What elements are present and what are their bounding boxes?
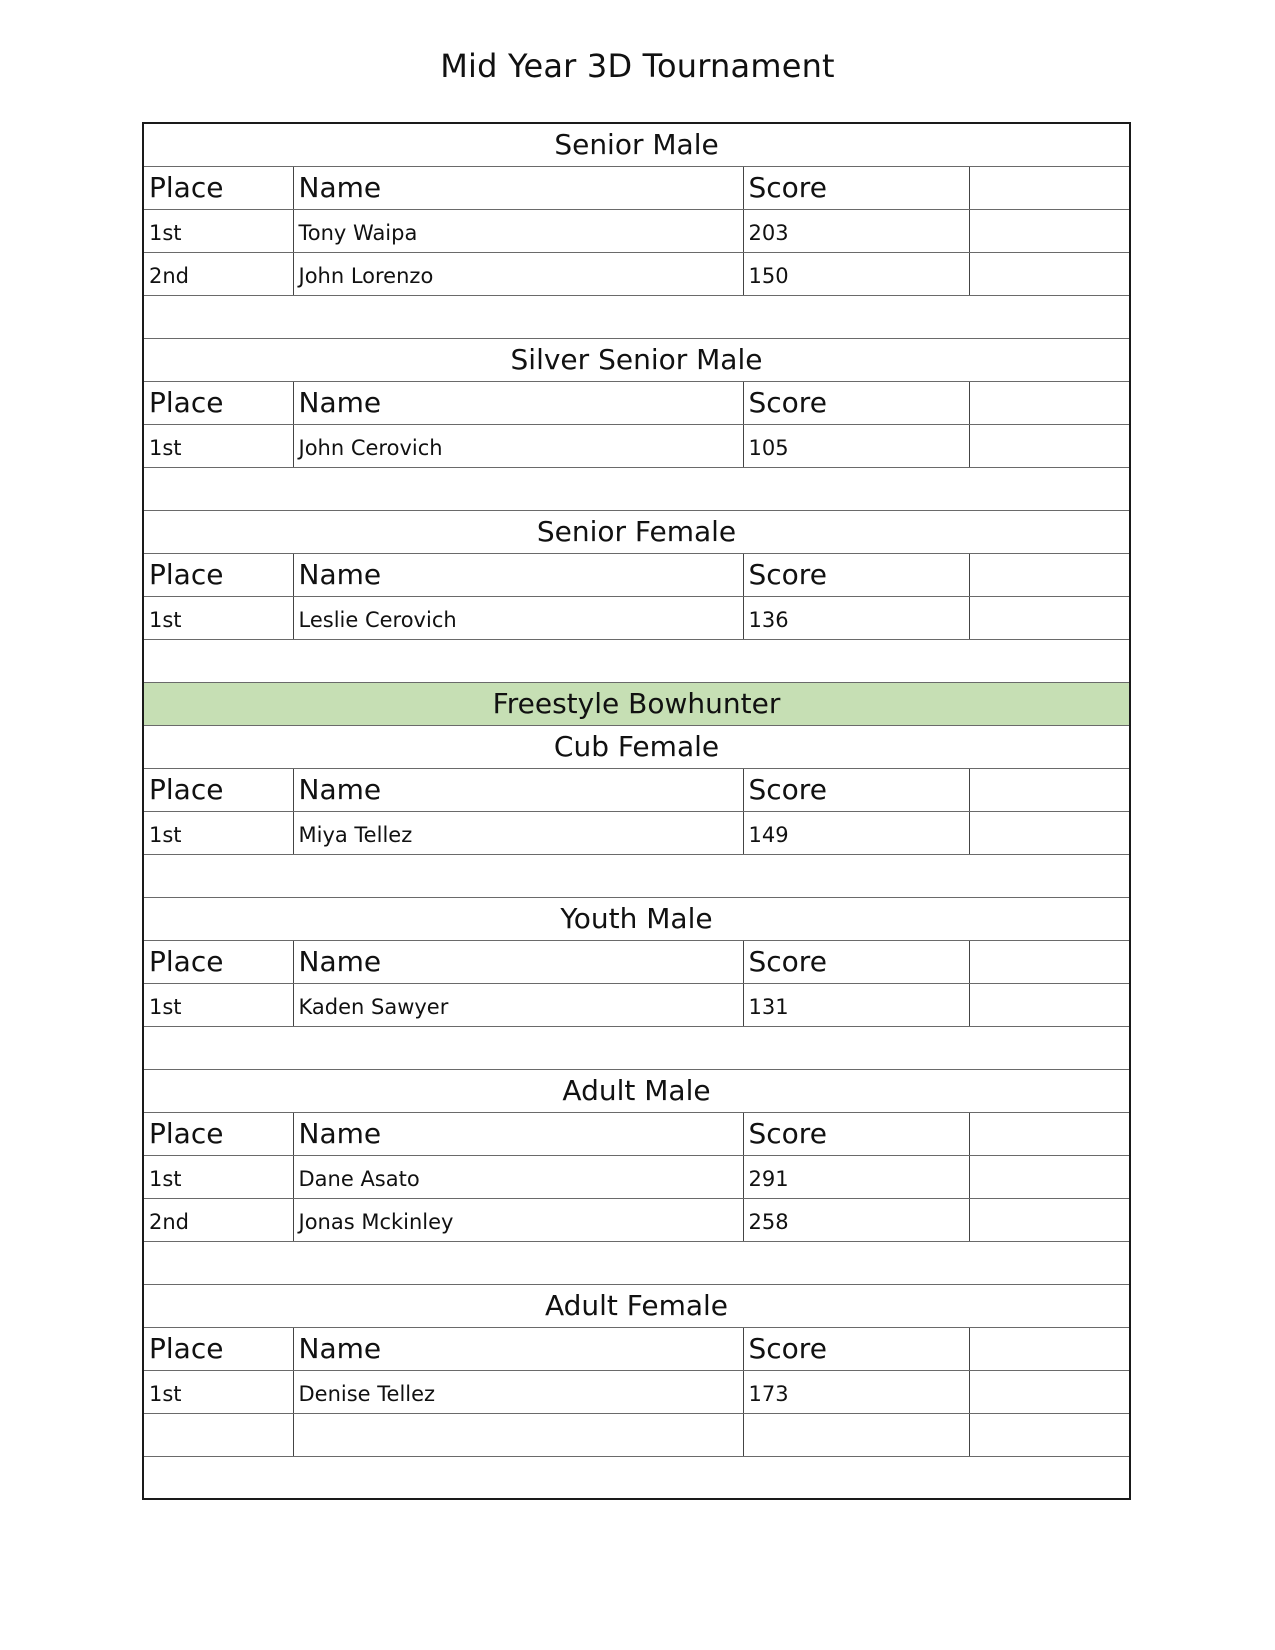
place-cell: [143, 1413, 293, 1456]
score-cell: 150: [743, 252, 969, 295]
score-cell: 136: [743, 596, 969, 639]
name-cell: Denise Tellez: [293, 1370, 743, 1413]
extra-cell: [969, 811, 1130, 854]
division-title: Senior Male: [143, 123, 1130, 166]
place-cell: 1st: [143, 983, 293, 1026]
score-cell: 258: [743, 1198, 969, 1241]
place-cell: 2nd: [143, 252, 293, 295]
place-cell: 1st: [143, 209, 293, 252]
score-cell: 203: [743, 209, 969, 252]
column-header-row: [143, 553, 1130, 596]
place-header: Place: [143, 166, 293, 209]
score-header: Score: [743, 381, 969, 424]
extra-cell: [969, 983, 1130, 1026]
extra-cell: [969, 1413, 1130, 1456]
division-title: Senior Female: [143, 510, 1130, 553]
result-row: [143, 1198, 1130, 1241]
column-header-row: [143, 381, 1130, 424]
division-title-row: [143, 510, 1130, 553]
score-header: Score: [743, 940, 969, 983]
name-cell: Miya Tellez: [293, 811, 743, 854]
place-cell: 2nd: [143, 1198, 293, 1241]
name-cell: Leslie Cerovich: [293, 596, 743, 639]
result-row: [143, 596, 1130, 639]
extra-cell: [969, 252, 1130, 295]
result-row: [143, 209, 1130, 252]
place-cell: 1st: [143, 811, 293, 854]
spacer-row: [143, 854, 1130, 897]
spacer-row: [143, 295, 1130, 338]
extra-header: [969, 1112, 1130, 1155]
place-header: Place: [143, 940, 293, 983]
spacer-cell: [143, 639, 1130, 682]
division-title-row: [143, 725, 1130, 768]
place-header: Place: [143, 381, 293, 424]
division-title: Cub Female: [143, 725, 1130, 768]
division-title-row: [143, 1069, 1130, 1112]
name-header: Name: [293, 768, 743, 811]
result-row: [143, 811, 1130, 854]
spacer-cell: [143, 1241, 1130, 1284]
name-cell: Tony Waipa: [293, 209, 743, 252]
section-header: Freestyle Bowhunter: [143, 682, 1130, 725]
extra-header: [969, 553, 1130, 596]
extra-cell: [969, 596, 1130, 639]
spacer-row: [143, 1026, 1130, 1069]
score-cell: 149: [743, 811, 969, 854]
extra-cell: [969, 424, 1130, 467]
spacer-cell: [143, 467, 1130, 510]
extra-cell: [969, 1198, 1130, 1241]
extra-cell: [969, 209, 1130, 252]
column-header-row: [143, 940, 1130, 983]
spacer-cell: [143, 854, 1130, 897]
column-header-row: [143, 768, 1130, 811]
name-header: Name: [293, 381, 743, 424]
spacer-cell: [143, 1456, 1130, 1499]
result-row: [143, 983, 1130, 1026]
division-title-row: [143, 338, 1130, 381]
column-header-row: [143, 1327, 1130, 1370]
spacer-row: [143, 1241, 1130, 1284]
division-title: Adult Male: [143, 1069, 1130, 1112]
score-header: Score: [743, 1112, 969, 1155]
name-header: Name: [293, 940, 743, 983]
division-title-row: [143, 1284, 1130, 1327]
result-row: [143, 1370, 1130, 1413]
name-cell: John Lorenzo: [293, 252, 743, 295]
section-header-row: [143, 682, 1130, 725]
place-header: Place: [143, 768, 293, 811]
name-cell: [293, 1413, 743, 1456]
place-header: Place: [143, 1327, 293, 1370]
extra-header: [969, 166, 1130, 209]
score-header: Score: [743, 768, 969, 811]
name-cell: John Cerovich: [293, 424, 743, 467]
page-title: Mid Year 3D Tournament: [440, 47, 835, 85]
extra-header: [969, 768, 1130, 811]
division-title-row: [143, 897, 1130, 940]
spacer-row: [143, 639, 1130, 682]
name-header: Name: [293, 553, 743, 596]
extra-cell: [969, 1155, 1130, 1198]
score-cell: 105: [743, 424, 969, 467]
score-cell: 173: [743, 1370, 969, 1413]
division-title: Silver Senior Male: [143, 338, 1130, 381]
name-cell: Jonas Mckinley: [293, 1198, 743, 1241]
spacer-cell: [143, 295, 1130, 338]
score-header: Score: [743, 166, 969, 209]
spacer-cell: [143, 1026, 1130, 1069]
place-cell: 1st: [143, 424, 293, 467]
name-header: Name: [293, 166, 743, 209]
extra-cell: [969, 1370, 1130, 1413]
result-row: [143, 1155, 1130, 1198]
place-cell: 1st: [143, 1370, 293, 1413]
score-header: Score: [743, 553, 969, 596]
score-header: Score: [743, 1327, 969, 1370]
name-cell: Kaden Sawyer: [293, 983, 743, 1026]
place-header: Place: [143, 553, 293, 596]
name-header: Name: [293, 1112, 743, 1155]
place-cell: 1st: [143, 596, 293, 639]
division-title-row: [143, 123, 1130, 166]
column-header-row: [143, 166, 1130, 209]
extra-header: [969, 381, 1130, 424]
result-row: [143, 1413, 1130, 1456]
column-header-row: [143, 1112, 1130, 1155]
division-title: Youth Male: [143, 897, 1130, 940]
spacer-row: [143, 1456, 1130, 1499]
place-cell: 1st: [143, 1155, 293, 1198]
spacer-row: [143, 467, 1130, 510]
name-header: Name: [293, 1327, 743, 1370]
extra-header: [969, 1327, 1130, 1370]
extra-header: [969, 940, 1130, 983]
score-cell: [743, 1413, 969, 1456]
place-header: Place: [143, 1112, 293, 1155]
result-row: [143, 424, 1130, 467]
result-row: [143, 252, 1130, 295]
name-cell: Dane Asato: [293, 1155, 743, 1198]
results-sheet: [142, 122, 1131, 1500]
score-cell: 291: [743, 1155, 969, 1198]
division-title: Adult Female: [143, 1284, 1130, 1327]
score-cell: 131: [743, 983, 969, 1026]
